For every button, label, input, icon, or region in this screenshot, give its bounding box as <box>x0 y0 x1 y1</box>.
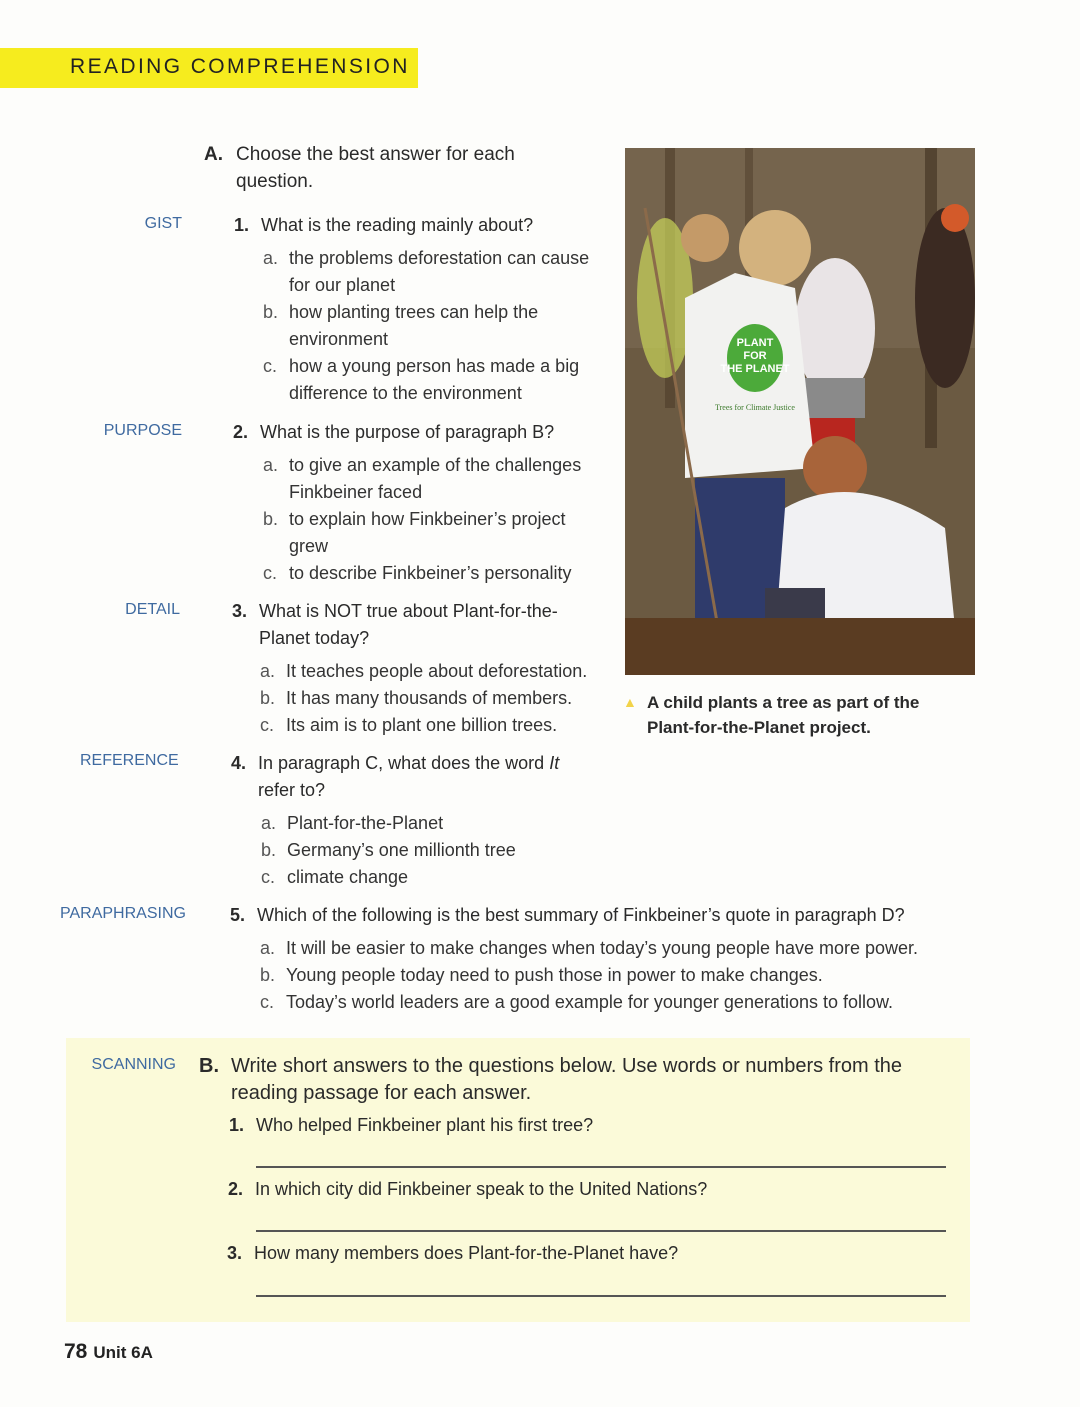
answer-line-1[interactable] <box>256 1166 946 1168</box>
section-title: READING COMPREHENSION <box>70 55 410 78</box>
scanning-question-3: 3. How many members does Plant-for-the-Planet have? <box>227 1243 679 1263</box>
skill-label-purpose: PURPOSE <box>103 422 182 439</box>
option-1c[interactable]: c. how a young person has made a big difference to the environment <box>263 356 580 403</box>
page-footer <box>64 1340 153 1364</box>
skill-label-scanning: SCANNING <box>91 1056 176 1073</box>
option-5a[interactable]: a. It will be easier to make changes when today’s young people have more power. <box>260 938 919 958</box>
svg-text:PLANT: PLANT <box>736 337 774 349</box>
photo-caption: ▲ A child plants a tree as part of the Plant-for-the-Planet project. <box>647 690 919 740</box>
question-3: 3. What is NOT true about Plant-for-the- Planet today? <box>232 601 558 648</box>
question-5-options <box>260 935 980 1016</box>
option-3b[interactable]: b. It has many thousands of members. <box>260 688 573 708</box>
option-1a[interactable]: a. the problems deforestation can cause for our planet <box>263 248 590 295</box>
page-number: 78 <box>64 1340 88 1363</box>
question-5: 5. Which of the following is the best summary of Finkbeiner’s quote in paragraph D? <box>230 905 905 925</box>
option-2b[interactable]: b. to explain how Finkbeiner’s project grew <box>263 509 566 556</box>
svg-text:Trees for Climate Justice: Trees for Climate Justice <box>715 403 795 412</box>
option-5c[interactable]: c. Today’s world leaders are a good example for younger generations to follow. <box>260 992 894 1012</box>
option-1b[interactable]: b. how planting trees can help the environment <box>263 302 539 349</box>
section-a-letter: A. <box>204 144 223 165</box>
question-1: 1. What is the reading mainly about? <box>234 215 534 235</box>
svg-text:THE PLANET: THE PLANET <box>720 363 790 375</box>
option-5b[interactable]: b. Young people today need to push those in power to make changes. <box>260 965 823 985</box>
skill-label-reference: REFERENCE <box>80 752 179 769</box>
section-b-letter: B. <box>199 1055 219 1077</box>
question-2: 2. What is the purpose of paragraph B? <box>233 422 555 442</box>
skill-label-paraphrasing: PARAPHRASING <box>60 905 186 922</box>
question-2-options <box>263 452 623 587</box>
section-banner <box>0 48 418 88</box>
option-4a[interactable]: a. Plant-for-the-Planet <box>261 813 444 833</box>
option-3c[interactable]: c. Its aim is to plant one billion trees. <box>260 715 558 735</box>
photo-illustration <box>625 148 975 675</box>
question-4-options <box>261 810 621 891</box>
option-4c[interactable]: c. climate change <box>261 867 409 887</box>
photo-children-planting-tree <box>625 148 975 675</box>
skill-label-detail: DETAIL <box>125 601 180 618</box>
scanning-question-1: 1. Who helped Finkbeiner plant his first tree? <box>229 1115 594 1135</box>
svg-text:FOR: FOR <box>743 350 767 362</box>
unit-label: Unit 6A <box>93 1343 153 1362</box>
skill-label-gist: GIST <box>144 215 182 232</box>
question-1-options <box>263 245 623 407</box>
option-2c[interactable]: c. to describe Finkbeiner’s personality <box>263 563 572 583</box>
section-a-instruction: A. Choose the best answer for each question. <box>236 141 515 195</box>
answer-line-3[interactable] <box>256 1295 946 1297</box>
answer-line-2[interactable] <box>256 1230 946 1232</box>
question-3-options <box>260 658 620 739</box>
section-b-instruction: B. Write short answers to the questions below. Use words or numbers from the reading passage for each answer. <box>199 1055 903 1104</box>
question-4: 4. In paragraph C, what does the word It refer to? <box>231 753 560 800</box>
option-4b[interactable]: b. Germany’s one millionth tree <box>261 840 516 860</box>
scanning-question-2: 2. In which city did Finkbeiner speak to the United Nations? <box>228 1179 708 1199</box>
triangle-up-icon: ▲ <box>623 694 637 710</box>
option-3a[interactable]: a. It teaches people about deforestation. <box>260 661 588 681</box>
option-2a[interactable]: a. to give an example of the challenges Finkbeiner faced <box>263 455 582 502</box>
